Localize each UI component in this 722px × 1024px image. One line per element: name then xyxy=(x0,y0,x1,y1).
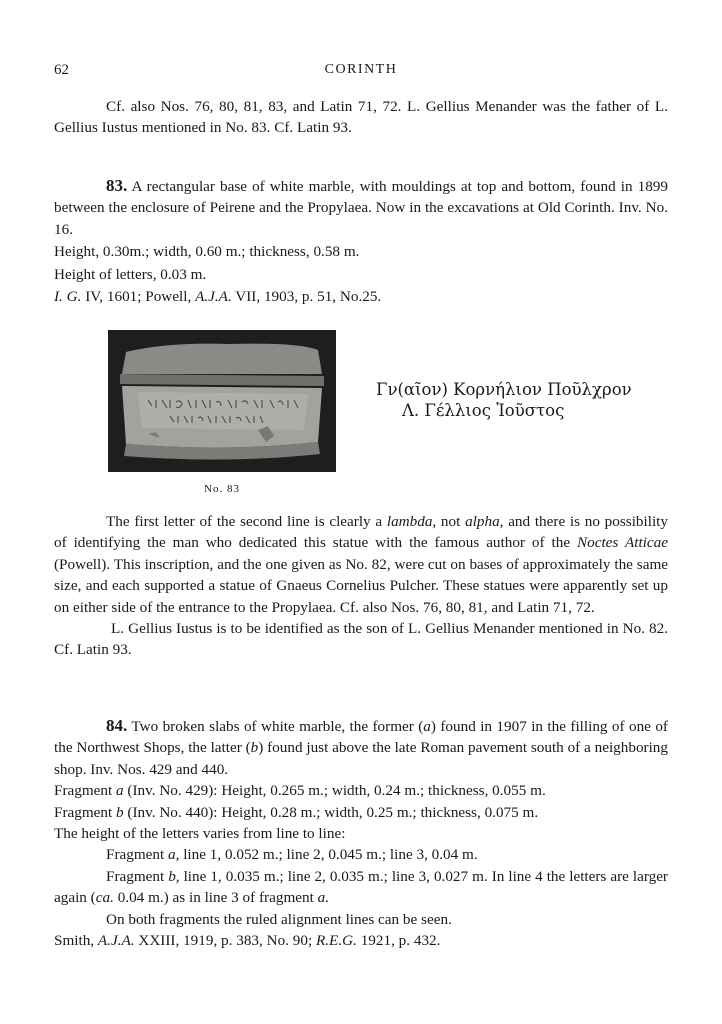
fragment-a-dimensions xyxy=(54,780,668,801)
fragment-a-letters xyxy=(54,844,668,865)
frag-text: (Inv. No. 440): Height, 0.28 m.; width, 0.25 m.; thickness, 0.075 m. xyxy=(123,803,539,821)
entry-84 xyxy=(54,715,668,951)
fragment-b-letters xyxy=(54,866,668,909)
entry-dimensions: Height, 0.30m.; width, 0.60 m.; thickness, 0.58 m. xyxy=(54,243,360,261)
ref-reg: R.E.G. xyxy=(315,932,357,950)
frag-letter: a, xyxy=(168,846,180,864)
frag-letter: b, xyxy=(168,867,180,885)
entry-number: 83. xyxy=(106,176,128,195)
ref-text: Smith, xyxy=(54,932,98,950)
inscription-photo xyxy=(108,330,336,472)
comm-noctes: Noctes Atticae xyxy=(577,534,669,552)
frag-letter: a. xyxy=(317,889,329,907)
entry-number: 84. xyxy=(106,716,128,735)
entry-84-description xyxy=(54,715,668,780)
fragment-b-dimensions xyxy=(54,802,668,823)
desc-text: ) found in 1907 in the filling of one of the Northwest Shops, the latter ( xyxy=(54,718,668,757)
marble-base-image xyxy=(108,330,336,472)
entry-83 xyxy=(54,175,668,307)
greek-line-1: Γν(αῖον) Κορνήλιον Ποῦλχρον xyxy=(376,380,632,399)
ref-text: 1921, p. 432. xyxy=(356,932,441,950)
frag-label: Fragment xyxy=(106,846,169,864)
ref-aja: A.J.A. xyxy=(195,288,232,306)
ref-ig-rest: IV, 1601; Powell, xyxy=(81,288,196,306)
comm-alpha: alpha xyxy=(465,513,500,530)
photo-caption: No. 83 xyxy=(204,483,240,495)
commentary-paragraph-1 xyxy=(54,511,668,618)
frag-letter: b xyxy=(116,803,124,821)
circa: ca. xyxy=(95,889,114,907)
comm-text: , and there is no possibility of identifying the man who dedicated this statue with the famous author of the xyxy=(54,513,668,552)
comm-text: (Powell). This inscription, and the one given as No. 82, were cut on bases of approximately the same size, and each supported a statue of Gnaeus Cornelius Pulcher. These statues were apparently set up on either side of the entrance to the Propylaea. Cf. also Nos. 76, 80, 81, and Latin 71, 72. xyxy=(54,555,668,616)
frag-label: Fragment xyxy=(54,803,117,821)
commentary-paragraph-2: L. Gellius Iustus is to be identified as the son of L. Gellius Menander mentioned in No. 82. Cf. Latin 93. xyxy=(54,620,668,659)
frag-label: Fragment xyxy=(106,867,169,885)
frag-label: Fragment xyxy=(54,782,117,800)
entry-84-references xyxy=(54,930,668,951)
ref-text: XXIII, 1919, p. 383, No. 90; xyxy=(134,932,316,950)
entry-description: A rectangular base of white marble, with mouldings at top and bottom, found in 1899 between the enclosure of Peirene and the Propylaea. Now in the excavations at Old Corinth. Inv. No. 16. xyxy=(54,178,668,238)
entry-letter-height: Height of letters, 0.03 m. xyxy=(54,265,207,283)
desc-text: ) found just above the late Roman pavement south of a neighboring shop. Inv. Nos. 429 and 440. xyxy=(54,739,668,778)
entry-83-commentary xyxy=(54,511,668,661)
ruled-lines-note: On both fragments the ruled alignment lines can be seen. xyxy=(106,910,452,928)
frag-letter: b xyxy=(250,739,259,757)
ref-aja: A.J.A. xyxy=(97,932,135,950)
running-title: CORINTH xyxy=(324,62,398,77)
ref-aja-rest: VII, 1903, p. 51, No.25. xyxy=(231,288,382,306)
letter-height-intro: The height of the letters varies from line to line: xyxy=(54,825,346,843)
comm-lambda: lambda xyxy=(386,513,433,530)
intro-text: Cf. also Nos. 76, 80, 81, 83, and Latin 71, 72. L. Gellius Menander was the father of L. Gellius Iustus mentioned in No. 83. Cf. Latin 93. xyxy=(54,98,668,137)
greek-line-2: Λ. Γέλλιος Ἰοῦστος xyxy=(402,401,565,420)
entry-references xyxy=(54,286,668,307)
frag-text: line 1, 0.035 m.; line 2, 0.035 m.; line 3, 0.027 m. In line 4 the letters are larger again ( xyxy=(54,867,668,907)
comm-text: , not xyxy=(432,513,466,530)
frag-letter: a xyxy=(116,782,124,800)
frag-letter: a xyxy=(423,718,431,735)
ref-ig: I. G. xyxy=(54,288,82,306)
intro-paragraph xyxy=(54,96,668,139)
frag-text: 0.04 m.) as in line 3 of fragment xyxy=(113,889,318,907)
frag-text: line 1, 0.052 m.; line 2, 0.045 m.; line 3, 0.04 m. xyxy=(179,846,478,864)
frag-text: (Inv. No. 429): Height, 0.265 m.; width, 0.24 m.; thickness, 0.055 m. xyxy=(123,782,546,800)
desc-text: Two broken slabs of white marble, the former ( xyxy=(131,718,424,735)
comm-text: The first letter of the second line is clearly a xyxy=(106,513,387,530)
page-number: 62 xyxy=(54,62,69,78)
